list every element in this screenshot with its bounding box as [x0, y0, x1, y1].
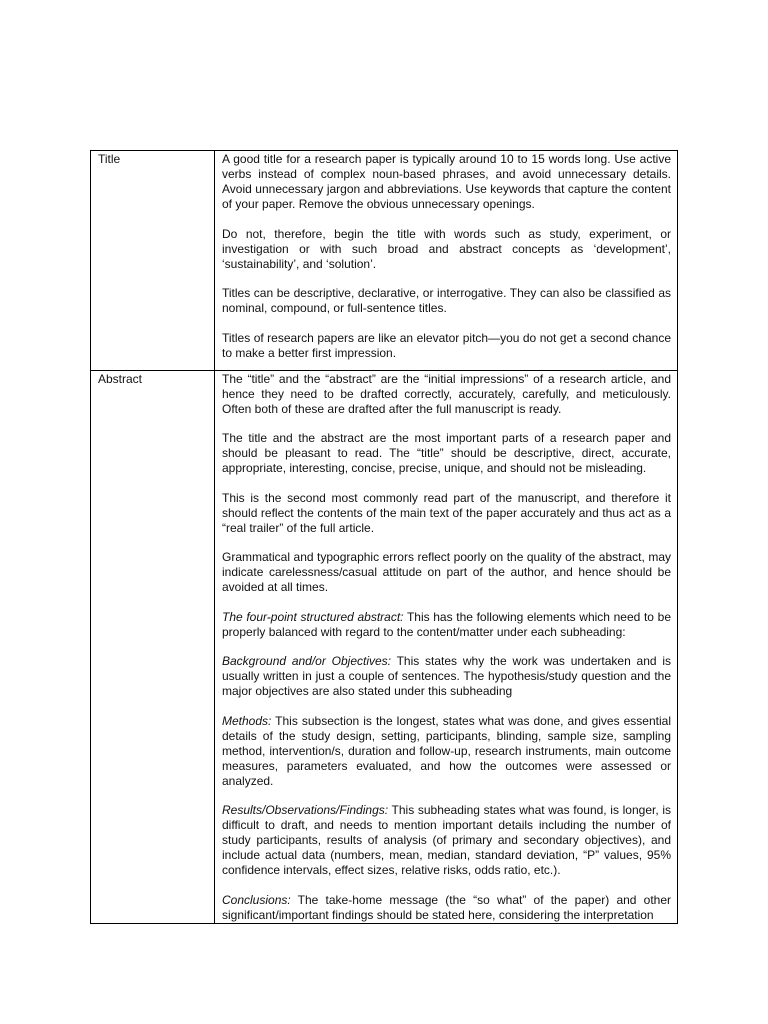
paragraph-text: Do not, therefore, begin the title with words such as study, experiment, or investigation or with such broad and abstract concepts as ‘development’, ‘sustainability’, and ‘solution’. — [222, 226, 671, 271]
paragraph — [222, 803, 671, 878]
paragraph-heading: Background and/or Objectives: — [222, 654, 392, 668]
row-label: Title — [91, 151, 215, 371]
paragraph-text: The title and the abstract are the most important parts of a research paper and should be pleasant to read. The “title” should be descriptive, direct, accurate, appropriate, interesting, concise, precise, unique, and should not be misleading. — [222, 431, 671, 475]
paragraph — [222, 654, 671, 699]
paragraph-text: This subsection is the longest, states what was done, and gives essential details of the study design, setting, participants, blinding, sample size, sampling method, intervention/s, duration and follow-up, research instruments, main outcome measures, parameters evaluated, and how the outcomes were assessed or analyzed. — [222, 713, 671, 788]
paragraph-heading: The four-point structured abstract: — [222, 609, 404, 624]
paragraph — [222, 286, 671, 316]
content-table — [90, 150, 678, 924]
paragraph-text: Grammatical and typographic errors reflect poorly on the quality of the abstract, may indicate carelessness/casual attitude on part of the author, and hence should be avoided at all times. — [222, 550, 671, 594]
paragraph-text: This is the second most commonly read part of the manuscript, and therefore it should reflect the contents of the main text of the paper accurately and thus act as a “real trailer” of the full article. — [222, 490, 671, 535]
paragraph — [222, 152, 671, 212]
table-row-title — [91, 151, 678, 371]
paragraph — [222, 550, 671, 595]
table-row-abstract — [91, 370, 678, 923]
paragraph — [222, 610, 671, 640]
paragraph — [222, 431, 671, 476]
paragraph-heading: Methods: — [222, 713, 272, 728]
paragraph — [222, 491, 671, 536]
paragraph-text: Titles can be descriptive, declarative, or interrogative. They can also be classified as nominal, compound, or full-sentence titles. — [222, 286, 671, 315]
row-content — [215, 151, 678, 371]
paragraph — [222, 331, 671, 361]
paragraph — [222, 893, 671, 923]
paragraph — [222, 714, 671, 789]
paragraph — [222, 227, 671, 272]
paragraph-text: This states why the work was undertaken and is usually written in just a couple of sentences. The hypothesis/study question and the major objectives are also stated under this subheading — [222, 654, 672, 698]
paragraph-text: This has the following elements which need to be properly balanced with regard to the content/matter under each subheading: — [222, 609, 671, 639]
paragraph-text: This subheading states what was found, is longer, is difficult to draft, and needs to mention important details including the number of study participants, results of analysis (of primary and secondary objectives), and include actual data (numbers, mean, median, standard deviation, “P” values, 95% confidence intervals, effect sizes, relative risks, odds ratio, etc.). — [222, 803, 671, 877]
paragraph-heading: Conclusions: — [222, 892, 291, 907]
paragraph-text: Titles of research papers are like an elevator pitch—you do not get a second chance to make a better first impression. — [222, 330, 671, 360]
paragraph-text: The take-home message (the “so what” of the paper) and other significant/important findings should be stated here, considering the interpretation — [222, 892, 671, 922]
paragraph — [222, 372, 671, 417]
row-content — [215, 370, 678, 923]
paragraph-text: A good title for a research paper is typically around 10 to 15 words long. Use active verbs instead of complex noun-based phrases, and avoid unnecessary details. Avoid unnecessary jargon and abbreviations. Use keywords that capture the content of your paper. Remove the obvious unnecessary openings. — [222, 152, 671, 211]
paragraph-text: The “title” and the “abstract” are the “initial impressions” of a research article, and hence they need to be drafted correctly, accurately, carefully, and meticulously. Often both of these are drafted after the full manuscript is ready. — [222, 371, 671, 416]
row-label: Abstract — [91, 370, 215, 923]
paragraph-heading: Results/Observations/Findings: — [222, 803, 389, 817]
